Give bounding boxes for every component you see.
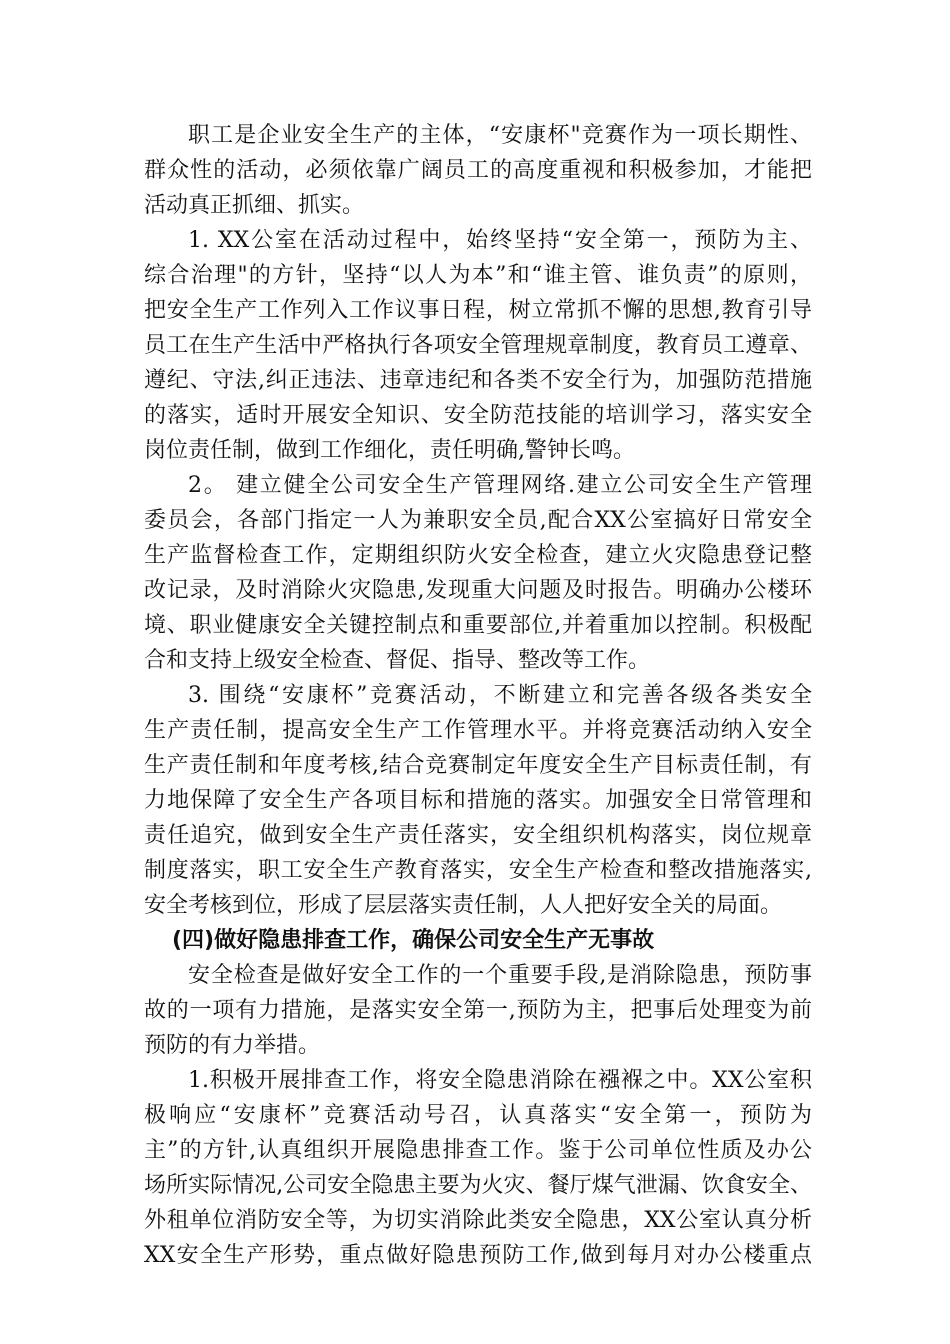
text-line: 把安全生产工作列入工作议事日程，树立常抓不懈的思想,教育引导 (144, 298, 812, 323)
text-line: 主”的方针,认真组织开展隐患排查工作。鉴于公司单位性质及办公 (144, 1138, 812, 1163)
paragraph-item-3 (144, 678, 812, 923)
section-heading (144, 923, 812, 958)
text-line: 委员会，各部门指定一人为兼职安全员,配合XX公室搞好日常安全 (144, 508, 812, 533)
text-line: 合和支持上级安全检查、督促、指导、整改等工作。 (144, 648, 651, 673)
text-line: 极响应“安康杯”竞赛活动号召，认真落实“安全第一，预防为 (144, 1103, 812, 1128)
paragraph-intro (144, 118, 812, 223)
text-line: 2。 建立健全公司安全生产管理网络.建立公司安全生产管理 (188, 473, 812, 498)
paragraph-item-2 (144, 468, 812, 678)
text-line: 生产责任制和年度考核,结合竞赛制定年度安全生产目标责任制，有 (144, 753, 812, 778)
text-line: 安全考核到位，形成了层层落实责任制，人人把好安全关的局面。 (144, 893, 783, 918)
text-line: 制度落实，职工安全生产教育落实，安全生产检查和整改措施落实, (144, 858, 812, 883)
section-heading-text: (四)做好隐患排查工作，确保公司安全生产无事故 (172, 928, 655, 953)
text-line: 生产监督检查工作，定期组织防火安全检查，建立火灾隐患登记整 (144, 543, 812, 568)
text-line: 活动真正抓细、抓实。 (144, 193, 365, 218)
document-page (144, 118, 812, 1273)
text-line: 员工在生产生活中严格执行各项安全管理规章制度，教育员工遵章、 (144, 333, 812, 358)
paragraph-section-intro (144, 958, 812, 1063)
text-line: 的落实，适时开展安全知识、安全防范技能的培训学习，落实安全 (144, 403, 812, 428)
text-line: 1.积极开展排查工作，将安全隐患消除在襁褓之中。XX公室积 (188, 1068, 812, 1093)
text-line: 责任追究，做到安全生产责任落实，安全组织机构落实，岗位规章 (144, 823, 812, 848)
text-line: 安全检查是做好安全工作的一个重要手段,是消除隐患，预防事 (188, 963, 812, 988)
text-line: 故的一项有力措施，是落实安全第一,预防为主，把事后处理变为前 (144, 998, 812, 1023)
text-line: 3. 围绕“安康杯”竞赛活动，不断建立和完善各级各类安全 (188, 683, 812, 708)
text-line: 遵纪、守法,纠正违法、违章违纪和各类不安全行为，加强防范措施 (144, 368, 812, 393)
paragraph-item-1 (144, 223, 812, 468)
text-line: 外租单位消防安全等，为切实消除此类安全隐患，XX公室认真分析 (144, 1208, 812, 1233)
text-line: 岗位责任制，做到工作细化，责任明确,警钟长鸣。 (144, 438, 635, 463)
text-line: 1. XX公室在活动过程中，始终坚持“安全第一，预防为主、 (188, 228, 812, 253)
text-line: 改记录，及时消除火灾隐患,发现重大问题及时报告。明确办公楼环 (144, 578, 812, 603)
text-line: 职工是企业安全生产的主体，“安康杯"竞赛作为一项长期性、 (188, 123, 812, 148)
text-line: 群众性的活动，必须依靠广阔员工的高度重视和积极参加，才能把 (144, 158, 812, 183)
text-line: 生产责任制，提高安全生产工作管理水平。并将竞赛活动纳入安全 (144, 718, 812, 743)
text-line: 预防的有力举措。 (144, 1033, 321, 1058)
text-line: 场所实际情况,公司安全隐患主要为火灾、餐厅煤气泄漏、饮食安全、 (144, 1173, 812, 1198)
text-line: 综合治理"的方针，坚持“以人为本”和“谁主管、谁负责”的原则， (144, 263, 812, 288)
text-line: 境、职业健康安全关键控制点和重要部位,并着重加以控制。积极配 (144, 613, 812, 638)
paragraph-section-item-1 (144, 1063, 812, 1273)
text-line: 力地保障了安全生产各项目标和措施的落实。加强安全日常管理和 (144, 788, 812, 813)
text-line: XX安全生产形势，重点做好隐患预防工作,做到每月对办公楼重点 (144, 1243, 812, 1268)
